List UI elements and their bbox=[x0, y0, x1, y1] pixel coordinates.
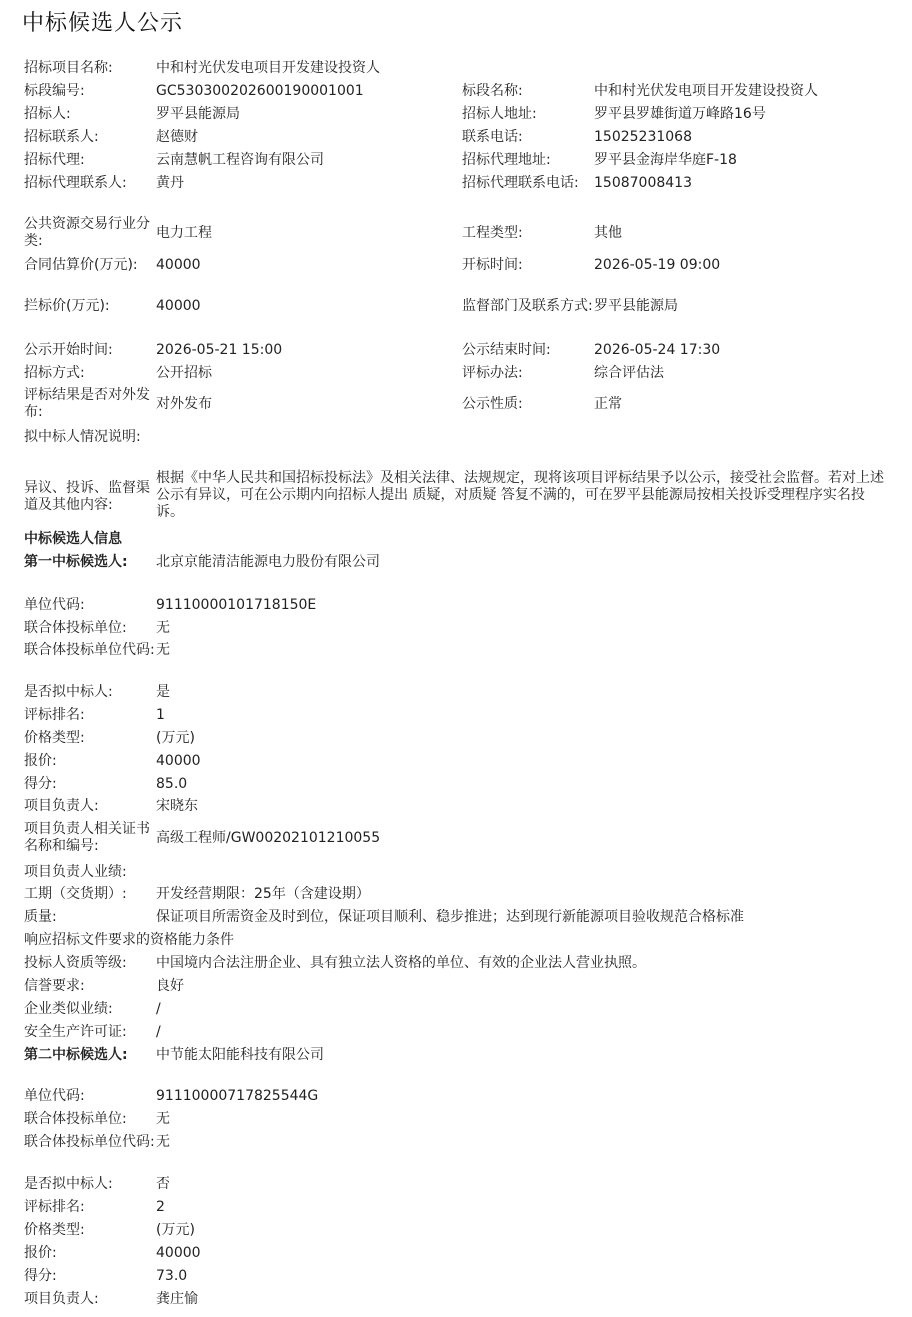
industry-label: 公共资源交易行业分类: bbox=[24, 216, 150, 249]
row-notice-time bbox=[24, 342, 894, 359]
c2-consortium-label: 联合体投标单位: bbox=[24, 1111, 127, 1127]
c1-price-label: 报价: bbox=[24, 753, 57, 769]
c2-price-type: (万元) bbox=[156, 1222, 195, 1238]
c2-score: 73.0 bbox=[156, 1268, 188, 1284]
project-type-label: 工程类型: bbox=[462, 224, 523, 241]
c2-proposed-label: 是否拟中标人: bbox=[24, 1176, 113, 1192]
section-name-label: 标段名称: bbox=[462, 83, 523, 99]
row-c1-similar bbox=[24, 1001, 894, 1018]
row-c1-rank bbox=[24, 707, 894, 724]
contract-estimate-value: 40000 bbox=[156, 257, 201, 273]
row-c2-price bbox=[24, 1245, 894, 1262]
row-c1-safety bbox=[24, 1024, 894, 1041]
c2-price-type-label: 价格类型: bbox=[24, 1222, 85, 1238]
method-label: 招标方式: bbox=[24, 365, 85, 381]
candidates-heading: 中标候选人信息 bbox=[24, 531, 122, 547]
c1-manager-label: 项目负责人: bbox=[24, 798, 99, 814]
publish-value: 对外发布 bbox=[156, 395, 212, 412]
section-name-value: 中和村光伏发电项目开发建设投资人 bbox=[594, 83, 818, 99]
max-price-label: 拦标价(万元): bbox=[24, 298, 110, 314]
c2-score-label: 得分: bbox=[24, 1268, 57, 1284]
row-c1-consortium-code bbox=[24, 642, 894, 659]
tenderer-address-value: 罗平县罗雄街道万峰路16号 bbox=[594, 106, 766, 122]
row-c1-code bbox=[24, 597, 894, 614]
c2-consortium-code-label: 联合体投标单位代码: bbox=[24, 1134, 155, 1150]
project-name-value: 中和村光伏发电项目开发建设投资人 bbox=[156, 60, 380, 76]
c1-rank: 1 bbox=[156, 707, 165, 723]
row-c1-score bbox=[24, 776, 894, 793]
c1-similar-label: 企业类似业绩: bbox=[24, 1001, 113, 1017]
row-tenderer bbox=[24, 106, 894, 123]
row-agent-contact bbox=[24, 175, 894, 192]
row-proposed-desc bbox=[24, 429, 894, 446]
phone-value: 15025231068 bbox=[594, 129, 692, 145]
project-name-label: 招标项目名称: bbox=[24, 60, 113, 76]
c1-consortium: 无 bbox=[156, 620, 170, 636]
notice-start-label: 公示开始时间: bbox=[24, 342, 113, 358]
row-c1-name bbox=[24, 554, 894, 571]
supervisor-label: 监督部门及联系方式: bbox=[462, 298, 593, 314]
objection-label: 异议、投诉、监督渠道及其他内容: bbox=[24, 480, 150, 513]
row-objection bbox=[24, 470, 894, 521]
row-max-price bbox=[24, 298, 894, 315]
method-value: 公开招标 bbox=[156, 365, 212, 381]
c1-cert-label: 项目负责人相关证书名称和编号: bbox=[24, 821, 150, 854]
row-c1-performance bbox=[24, 864, 894, 881]
row-c1-price bbox=[24, 753, 894, 770]
row-c2-consortium-code bbox=[24, 1134, 894, 1151]
c1-label: 第一中标候选人: bbox=[24, 554, 128, 570]
row-method bbox=[24, 365, 894, 382]
row-c1-period bbox=[24, 886, 894, 903]
tenderer-address-label: 招标人地址: bbox=[462, 106, 537, 122]
agent-value: 云南慧帆工程咨询有限公司 bbox=[156, 152, 324, 168]
section-code-value: GC5303002026001900010​01 bbox=[156, 83, 364, 99]
row-c2-name bbox=[24, 1047, 894, 1064]
c1-safety-label: 安全生产许可证: bbox=[24, 1024, 127, 1040]
c1-capability-heading: 响应招标文件要求的资格能力条件 bbox=[24, 932, 234, 948]
notice-nature-label: 公示性质: bbox=[462, 395, 523, 412]
c1-score: 85.0 bbox=[156, 776, 188, 792]
tenderer-value: 罗平县能源局 bbox=[156, 106, 240, 122]
c1-manager: 宋晓东 bbox=[156, 798, 198, 814]
notice-end-value: 2026-05-24 17:30 bbox=[594, 342, 721, 358]
c1-consortium-code-label: 联合体投标单位代码: bbox=[24, 642, 155, 658]
contact-value: 赵德财 bbox=[156, 129, 198, 145]
notice-start-value: 2026-05-21 15:00 bbox=[156, 342, 283, 358]
row-candidates-heading bbox=[24, 531, 894, 548]
c1-similar: / bbox=[156, 1001, 161, 1017]
row-c1-credit bbox=[24, 978, 894, 995]
row-c2-code bbox=[24, 1088, 894, 1105]
row-c1-proposed bbox=[24, 684, 894, 701]
c1-safety: / bbox=[156, 1024, 161, 1040]
c1-proposed: 是 bbox=[156, 684, 170, 700]
row-c1-capability-heading bbox=[24, 932, 894, 949]
objection-value: 根据《中华人民共和国招标投标法》及相关法律、法规规定，现将该项目评标结果予以公示，接受社会监督。若对上述公示有异议，可在公示期内向招标人提出 质疑，对质疑 答复不满的，可在罗平县能源局按相关投诉受理程序实名投诉。 bbox=[156, 470, 884, 520]
row-c1-price-type bbox=[24, 730, 894, 747]
row-c2-consortium bbox=[24, 1111, 894, 1128]
row-c1-cert bbox=[24, 821, 894, 855]
row-industry bbox=[24, 216, 894, 250]
c1-proposed-label: 是否拟中标人: bbox=[24, 684, 113, 700]
agent-contact-value: 黄丹 bbox=[156, 175, 184, 191]
row-project-name bbox=[24, 60, 894, 77]
c1-price-type: (万元) bbox=[156, 730, 195, 746]
c1-cert: 高级工程师/GW00202101210055 bbox=[156, 829, 381, 846]
agent-address-label: 招标代理地址: bbox=[462, 152, 551, 168]
agent-phone-value: 15087008413 bbox=[594, 175, 692, 191]
c2-manager: 龚庄愉 bbox=[156, 1291, 198, 1307]
row-c2-proposed bbox=[24, 1176, 894, 1193]
proposed-desc-label: 拟中标人情况说明: bbox=[24, 429, 141, 445]
tenderer-label: 招标人: bbox=[24, 106, 71, 122]
c2-manager-label: 项目负责人: bbox=[24, 1291, 99, 1307]
c1-price: 40000 bbox=[156, 753, 201, 769]
c1-period: 开发经营期限：25年（含建设期） bbox=[156, 886, 370, 902]
c1-score-label: 得分: bbox=[24, 776, 57, 792]
row-c1-quality bbox=[24, 909, 894, 926]
notice-nature-value: 正常 bbox=[594, 395, 622, 412]
c1-price-type-label: 价格类型: bbox=[24, 730, 85, 746]
c1-name: 北京京能清洁能源电力股份有限公司 bbox=[156, 554, 380, 570]
c1-qualification-label: 投标人资质等级: bbox=[24, 955, 127, 971]
c2-price: 40000 bbox=[156, 1245, 201, 1261]
c1-consortium-label: 联合体投标单位: bbox=[24, 620, 127, 636]
project-type-value: 其他 bbox=[594, 224, 622, 241]
section-code-label: 标段编号: bbox=[24, 83, 85, 99]
agent-address-value: 罗平县金海岸华庭F-18 bbox=[594, 152, 737, 168]
row-publish bbox=[24, 387, 894, 421]
row-c1-manager bbox=[24, 798, 894, 815]
c1-period-label: 工期（交货期）: bbox=[24, 886, 127, 902]
c1-consortium-code: 无 bbox=[156, 642, 170, 658]
open-time-label: 开标时间: bbox=[462, 257, 523, 273]
max-price-value: 40000 bbox=[156, 298, 201, 314]
row-c2-price-type bbox=[24, 1222, 894, 1239]
c1-code: 91110000101718150E bbox=[156, 597, 317, 613]
open-time-value: 2026-05-19 09:00 bbox=[594, 257, 721, 273]
supervisor-value: 罗平县能源局 bbox=[594, 298, 678, 314]
row-c2-manager bbox=[24, 1291, 894, 1308]
c1-credit: 良好 bbox=[156, 978, 184, 994]
row-section bbox=[24, 83, 894, 100]
c2-label: 第二中标候选人: bbox=[24, 1047, 128, 1063]
c2-code-label: 单位代码: bbox=[24, 1088, 85, 1104]
phone-label: 联系电话: bbox=[462, 129, 523, 145]
row-c1-qualification bbox=[24, 955, 894, 972]
agent-label: 招标代理: bbox=[24, 152, 85, 168]
c1-rank-label: 评标排名: bbox=[24, 707, 85, 723]
c2-consortium: 无 bbox=[156, 1111, 170, 1127]
agent-contact-label: 招标代理联系人: bbox=[24, 175, 127, 191]
row-contract-estimate bbox=[24, 257, 894, 274]
c2-consortium-code: 无 bbox=[156, 1134, 170, 1150]
contract-estimate-label: 合同估算价(万元): bbox=[24, 257, 138, 273]
row-c2-score bbox=[24, 1268, 894, 1285]
contact-label: 招标联系人: bbox=[24, 129, 99, 145]
c2-rank-label: 评标排名: bbox=[24, 1199, 85, 1215]
c2-name: 中节能太阳能科技有限公司 bbox=[156, 1047, 324, 1063]
c1-quality: 保证项目所需资金及时到位，保证项目顺利、稳步推进；达到现行新能源项目验收规范合格标准 bbox=[156, 909, 744, 925]
row-c2-rank bbox=[24, 1199, 894, 1216]
c2-rank: 2 bbox=[156, 1199, 165, 1215]
c1-credit-label: 信誉要求: bbox=[24, 978, 85, 994]
c2-code: 91110000717825544G bbox=[156, 1088, 319, 1104]
c1-qualification: 中国境内合法注册企业、具有独立法人资格的单位、有效的企业法人营业执照。 bbox=[156, 955, 646, 971]
notice-end-label: 公示结束时间: bbox=[462, 342, 551, 358]
c1-performance-label: 项目负责人业绩: bbox=[24, 864, 127, 880]
c1-code-label: 单位代码: bbox=[24, 597, 85, 613]
row-c1-consortium bbox=[24, 620, 894, 637]
row-agent bbox=[24, 152, 894, 169]
c2-proposed: 否 bbox=[156, 1176, 170, 1192]
eval-method-label: 评标办法: bbox=[462, 365, 523, 381]
page-title: 中标候选人公示 bbox=[22, 11, 184, 36]
eval-method-value: 综合评估法 bbox=[594, 365, 664, 381]
c2-price-label: 报价: bbox=[24, 1245, 57, 1261]
industry-value: 电力工程 bbox=[156, 224, 212, 241]
publish-label: 评标结果是否对外发布: bbox=[24, 387, 150, 420]
agent-phone-label: 招标代理联系电话: bbox=[462, 175, 579, 191]
row-contact bbox=[24, 129, 894, 146]
c1-quality-label: 质量: bbox=[24, 909, 57, 925]
